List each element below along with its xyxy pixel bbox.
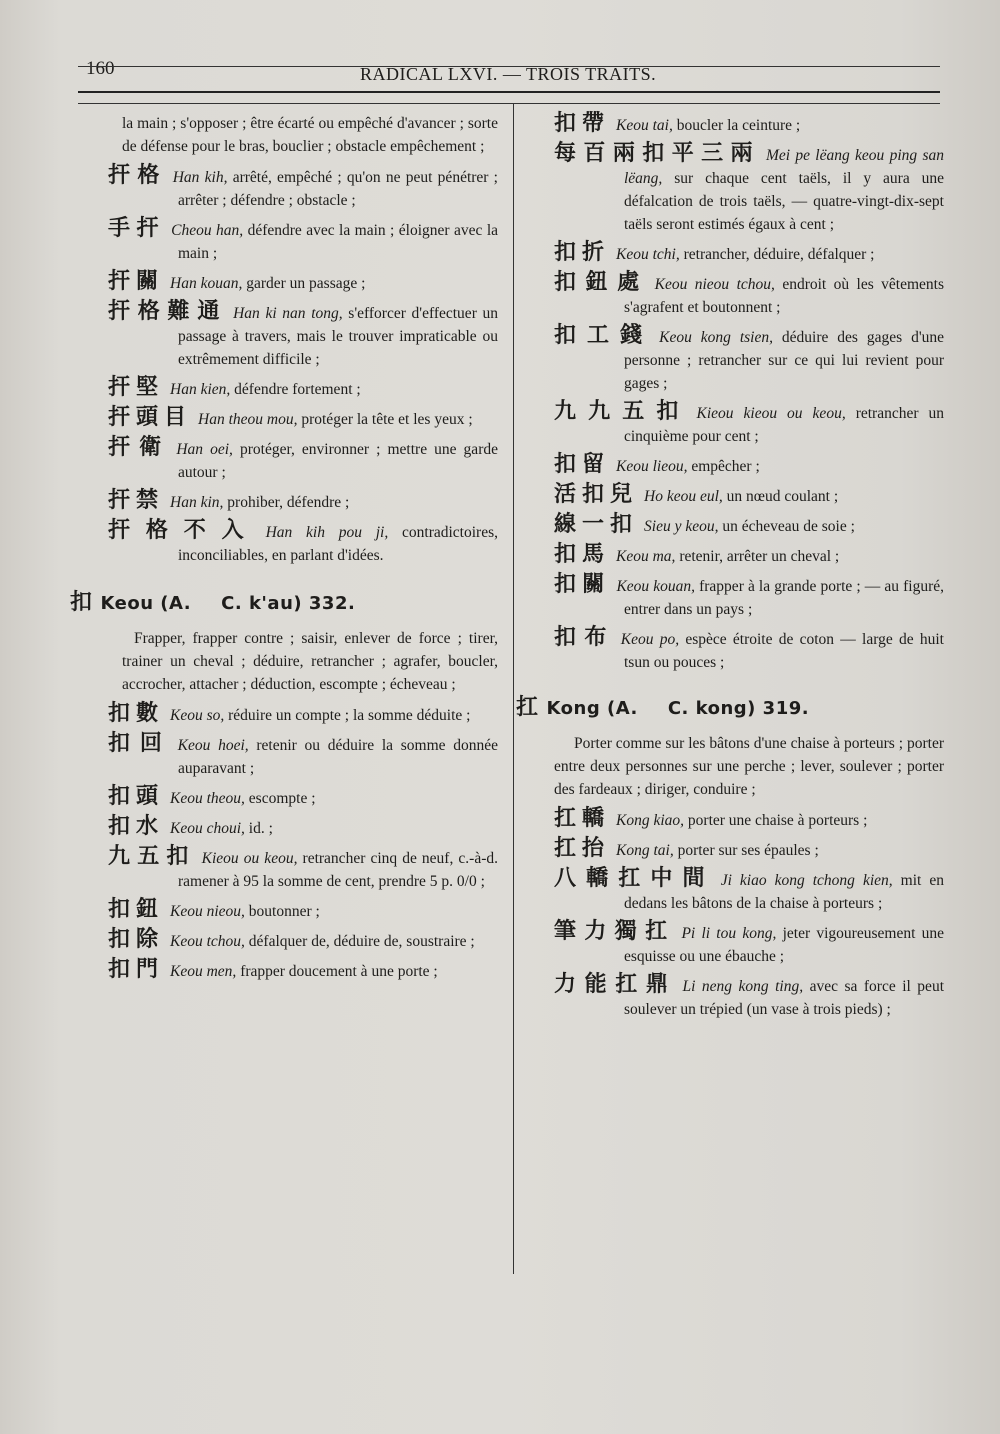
header-rule-thick xyxy=(78,91,940,93)
dictionary-entry xyxy=(78,845,498,893)
entry-definition: protéger la tête et les yeux ; xyxy=(301,411,473,428)
entry-characters: 扛轎 xyxy=(554,806,611,831)
entry-romanization: Ji kiao kong tchong kien, xyxy=(720,872,893,889)
entry-romanization: Keou tai, xyxy=(616,117,673,134)
entry-definition: mit en dedans les bâtons de la chaise à porteurs ; xyxy=(624,872,944,912)
entry-romanization: Han kih, xyxy=(172,169,228,186)
entry-characters: 力能扛鼎 xyxy=(554,972,677,997)
entry-romanization: Keou tchi, xyxy=(616,246,680,263)
entry-romanization: Keou ma, xyxy=(616,548,676,565)
dictionary-entry xyxy=(524,973,944,1021)
dictionary-entry xyxy=(78,376,498,401)
dictionary-entry xyxy=(524,324,944,395)
column-divider xyxy=(513,104,514,1274)
dictionary-entry xyxy=(78,300,498,371)
entry-characters: 扞頭目 xyxy=(108,405,193,430)
dictionary-entry xyxy=(524,112,944,137)
entry-romanization: Keou so, xyxy=(170,707,225,724)
entry-definition: un nœud coulant ; xyxy=(726,488,839,505)
entry-characters: 扣水 xyxy=(108,814,165,839)
entry-romanization: Li neng kong ting, xyxy=(682,978,804,995)
entry-definition: défendre fortement ; xyxy=(234,381,361,398)
entry-definition: garder un passage ; xyxy=(246,275,366,292)
dictionary-entry xyxy=(524,513,944,538)
headword-kong xyxy=(516,696,944,720)
running-head: RADICAL LXVI. — TROIS TRAITS. xyxy=(360,64,657,84)
dictionary-entry xyxy=(78,732,498,780)
headword-char: 扛 xyxy=(516,695,539,720)
headword-keou xyxy=(70,591,498,615)
entry-characters: 扞禁 xyxy=(108,488,165,513)
entry-definition: escompte ; xyxy=(248,790,316,807)
entry-characters: 扣門 xyxy=(108,957,165,982)
entry-definition: retenir, arrêter un cheval ; xyxy=(679,548,840,565)
right-entry-list-2 xyxy=(524,807,944,1021)
entry-romanization: Keou po, xyxy=(620,631,680,648)
entry-romanization: Keou nieou, xyxy=(170,903,245,920)
dictionary-entry xyxy=(78,270,498,295)
dictionary-entry xyxy=(524,573,944,621)
entry-romanization: Han kin, xyxy=(170,494,224,511)
entry-romanization: Pi li tou kong, xyxy=(681,925,777,942)
dictionary-entry xyxy=(524,400,944,448)
entry-romanization: Keou tchou, xyxy=(170,933,245,950)
entry-characters: 扞堅 xyxy=(108,375,165,400)
entry-definition: retrancher cinq de neuf, c.-à-d. ramener à 95 la somme de cent, prendre 5 p. 0/0 ; xyxy=(178,850,498,890)
entry-definition: empêcher ; xyxy=(691,458,760,475)
dictionary-entry xyxy=(78,519,498,567)
entry-characters: 扣鈕 xyxy=(108,897,165,922)
entry-romanization: Han ki nan tong, xyxy=(233,305,343,322)
entry-characters: 扞格 xyxy=(108,163,167,188)
entry-romanization: Sieu y keou, xyxy=(644,518,719,535)
entry-definition: arrêté, empêché ; qu'on ne peut pénétrer ; arrêter ; défendre ; obstacle ; xyxy=(178,169,498,209)
entry-definition: prohiber, défendre ; xyxy=(227,494,350,511)
entry-definition: un écheveau de soie ; xyxy=(722,518,855,535)
entry-definition: frapper doucement à une porte ; xyxy=(240,963,438,980)
entry-characters: 扣除 xyxy=(108,927,165,952)
entry-romanization: Cheou han, xyxy=(171,222,244,239)
headword-definition: Porter comme sur les bâtons d'une chaise à porteurs ; porter entre deux personnes sur une perche ; lever, soulever ; porter des fardeaux ; diriger, conduire ; xyxy=(554,735,944,798)
entry-definition: endroit où les vêtements s'agrafent et boutonnent ; xyxy=(624,276,944,316)
dictionary-entry xyxy=(78,489,498,514)
left-entry-list xyxy=(78,164,498,567)
entry-characters: 活扣兒 xyxy=(554,482,639,507)
entry-definition: sur chaque cent taëls, il y aura une défalcation de trois taëls, — quatre-vingt-dix-sept taëls seront estimés égaux à cent ; xyxy=(624,170,945,233)
dictionary-entry xyxy=(524,453,944,478)
entry-romanization: Ho keou eul, xyxy=(644,488,723,505)
entry-characters: 扣鈕處 xyxy=(554,270,649,295)
dictionary-entry xyxy=(524,920,944,968)
entry-romanization: Keou hoei, xyxy=(177,737,249,754)
entry-romanization: Kong tai, xyxy=(616,842,674,859)
dictionary-entry xyxy=(524,271,944,319)
entry-characters: 扣頭 xyxy=(108,784,165,809)
entry-characters: 扣數 xyxy=(108,701,165,726)
entry-romanization: Keou choui, xyxy=(170,820,245,837)
entry-characters: 扣帶 xyxy=(554,111,611,136)
entry-romanization: Mei pe lëang keou ping san lëang, xyxy=(624,147,944,187)
entry-romanization: Keou nieou tchou, xyxy=(654,276,775,293)
entry-characters: 扣關 xyxy=(554,572,611,597)
entry-definition: porter sur ses épaules ; xyxy=(677,842,819,859)
dictionary-entry xyxy=(78,702,498,727)
dictionary-entry xyxy=(78,958,498,983)
dictionary-entry xyxy=(524,241,944,266)
entry-romanization: Keou theou, xyxy=(170,790,245,807)
dictionary-entry xyxy=(78,164,498,212)
headword-cantonese: C. k'au) 332. xyxy=(221,593,356,614)
entry-characters: 筆力獨扛 xyxy=(554,919,676,944)
entry-characters: 扞格難通 xyxy=(108,299,228,324)
entry-definition: protéger, environner ; mettre une garde autour ; xyxy=(178,441,498,481)
entry-characters: 扛抬 xyxy=(554,836,611,861)
entry-characters: 手扞 xyxy=(108,216,166,241)
entry-definition: défendre avec la main ; éloigner avec la main ; xyxy=(178,222,499,262)
entry-definition: porter une chaise à porteurs ; xyxy=(687,812,868,829)
entry-definition: s'efforcer d'effectuer un passage à travers, mais le trouver impraticable ou extrêmement difficile ; xyxy=(178,305,499,368)
entry-romanization: Han theou mou, xyxy=(198,411,298,428)
entry-characters: 扣留 xyxy=(554,452,611,477)
dictionary-entry xyxy=(524,867,944,915)
left-column xyxy=(70,112,499,988)
entry-definition: réduire un compte ; la somme déduite ; xyxy=(228,707,471,724)
entry-romanization: Keou men, xyxy=(170,963,237,980)
headword-cantonese: C. kong) 319. xyxy=(667,698,810,719)
entry-characters: 八轎扛中間 xyxy=(554,866,715,891)
entry-characters: 線一扣 xyxy=(554,512,639,537)
dictionary-entry xyxy=(78,815,498,840)
left-entry-list-2 xyxy=(78,702,498,983)
continuation-text: la main ; s'opposer ; être écarté ou empêché d'avancer ; sorte de défense pour le bras, bouclier ; obstacle empêchement ; xyxy=(122,115,498,155)
entry-definition: boutonner ; xyxy=(248,903,320,920)
entry-romanization: Han kouan, xyxy=(170,275,243,292)
right-entry-list xyxy=(524,112,944,674)
entry-characters: 扣回 xyxy=(108,731,172,756)
entry-romanization: Kieou kieou ou keou, xyxy=(696,405,846,422)
headword-romanization: Keou (A. xyxy=(100,593,192,614)
entry-definition: boucler la ceinture ; xyxy=(676,117,801,134)
entry-characters: 九九五扣 xyxy=(554,399,691,424)
entry-definition: id. ; xyxy=(248,820,273,837)
entry-romanization: Han kien, xyxy=(170,381,231,398)
entry-definition: retrancher, déduire, défalquer ; xyxy=(683,246,875,263)
right-column xyxy=(516,111,945,1026)
entry-romanization: Han oei, xyxy=(176,441,233,458)
dictionary-entry xyxy=(524,807,944,832)
dictionary-entry xyxy=(524,626,944,674)
entry-characters: 九五扣 xyxy=(108,844,196,869)
page-number: 160 xyxy=(86,58,115,79)
dictionary-entry xyxy=(78,217,498,265)
headword-definition: Frapper, frapper contre ; saisir, enlever de force ; tirer, trainer un cheval ; déduire, retrancher ; agrafer, boucler, accrocher, attacher ; déduction, escompte ; écheveau ; xyxy=(122,630,498,693)
entry-characters: 扞衛 xyxy=(108,435,171,460)
entry-romanization: Keou kong tsien, xyxy=(659,329,773,346)
dictionary-entry xyxy=(78,785,498,810)
entry-characters: 扣折 xyxy=(554,240,611,265)
headword-char: 扣 xyxy=(70,590,93,615)
dictionary-entry xyxy=(524,483,944,508)
entry-definition: retrancher un cinquième pour cent ; xyxy=(624,405,945,445)
dictionary-entry xyxy=(524,543,944,568)
header-rule-thin xyxy=(78,66,940,67)
dictionary-entry xyxy=(78,898,498,923)
entry-romanization: Keou lieou, xyxy=(616,458,688,475)
entry-definition: frapper à la grande porte ; — au figuré, entrer dans un pays ; xyxy=(624,578,944,618)
dictionary-entry xyxy=(78,436,498,484)
entry-characters: 扣布 xyxy=(554,625,615,650)
header-rule-lower xyxy=(78,103,940,104)
entry-definition: jeter vigoureusement une esquisse ou une ébauche ; xyxy=(624,925,944,965)
dictionary-entry xyxy=(78,406,498,431)
dictionary-entry xyxy=(524,837,944,862)
dictionary-entry xyxy=(524,142,944,236)
entry-romanization: Kieou ou keou, xyxy=(201,850,298,867)
entry-definition: contradictoires, inconciliables, en parlant d'idées. xyxy=(178,524,498,564)
entry-romanization: Keou kouan, xyxy=(616,578,696,595)
dictionary-entry xyxy=(78,928,498,953)
entry-romanization: Han kih pou ji, xyxy=(265,524,389,541)
entry-characters: 每百兩扣平三兩 xyxy=(554,141,760,166)
entry-characters: 扞格不入 xyxy=(108,518,260,543)
entry-definition: retenir ou déduire la somme donnée auparavant ; xyxy=(178,737,498,777)
headword-romanization: Kong (A. xyxy=(546,698,638,719)
entry-definition: défalquer de, déduire de, soustraire ; xyxy=(248,933,475,950)
entry-definition: avec sa force il peut soulever un trépied (un vase à trois pieds) ; xyxy=(624,978,944,1018)
entry-characters: 扣馬 xyxy=(554,542,611,567)
entry-romanization: Kong kiao, xyxy=(616,812,685,829)
entry-definition: espèce étroite de coton — large de huit tsun ou pouces ; xyxy=(624,631,944,671)
entry-characters: 扣工錢 xyxy=(554,323,654,348)
entry-characters: 扞關 xyxy=(108,269,165,294)
entry-definition: déduire des gages d'une personne ; retrancher sur ce qui lui revient pour gages ; xyxy=(624,329,945,392)
